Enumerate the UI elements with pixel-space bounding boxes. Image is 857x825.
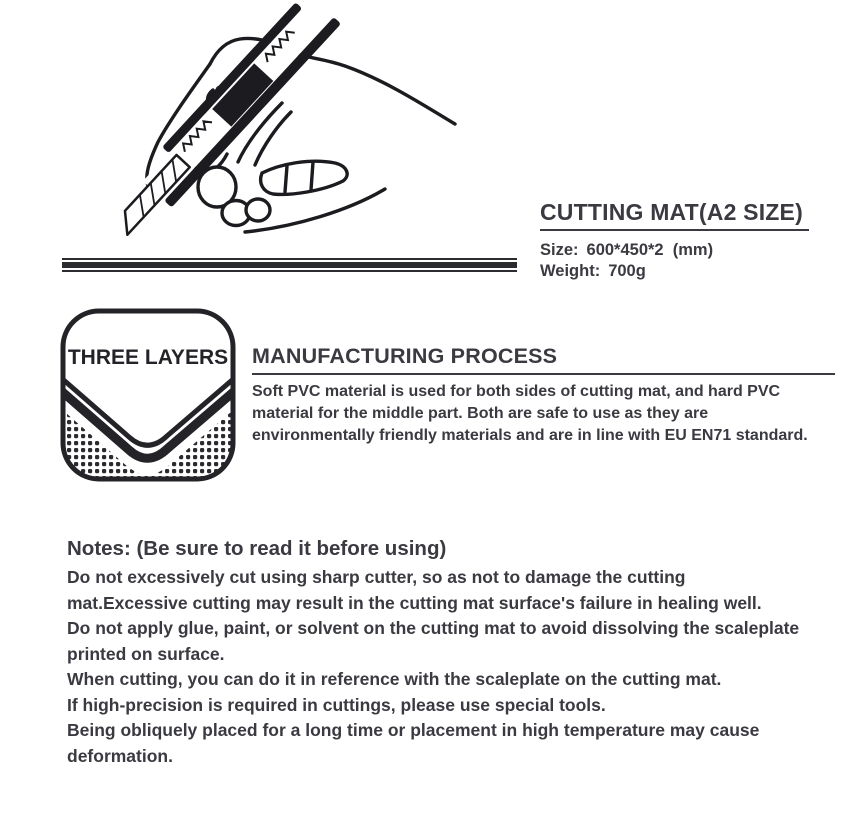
divider-line-top: [62, 258, 517, 260]
three-layers-icon: [59, 307, 237, 483]
page-title: CUTTING MAT(A2 SIZE): [540, 199, 809, 231]
note-item: Do not apply glue, paint, or solvent on the cutting mat to avoid dissolving the scaleplate printed on surface.: [67, 618, 800, 664]
notes-heading: Notes: (Be sure to read it before using): [67, 537, 447, 560]
manufacturing-body: Soft PVC material is used for both sides of cutting mat, and hard PVC material for the middle part. Both are safe to use as they are environmentally friendly materials and are in line with EU EN71 standard.: [252, 383, 808, 444]
manufacturing-heading: MANUFACTURING PROCESS: [252, 344, 835, 375]
size-label: Size:: [540, 241, 579, 259]
notes-section: [67, 537, 809, 769]
divider-line-middle: [62, 262, 517, 268]
size-value: 600*450*2 (mm): [586, 241, 714, 259]
note-item: When cutting, you can do it in reference with the scaleplate on the cutting mat.: [67, 669, 722, 689]
product-info: [540, 199, 840, 282]
section-divider: [62, 258, 517, 272]
manufacturing-section: [252, 344, 835, 447]
three-layers-badge: [59, 307, 237, 483]
divider-line-bottom: [62, 270, 517, 272]
weight-label: Weight:: [540, 262, 601, 280]
hand-cutter-drawing-icon: [95, 0, 525, 250]
note-item: Do not excessively cut using sharp cutter, so as not to damage the cutting mat.Excessive cutting may result in the cutting mat surface's failure in healing well.: [67, 567, 762, 613]
weight-value: 700g: [608, 262, 646, 280]
note-item: Being obliquely placed for a long time or placement in high temperature may cause deformation.: [67, 720, 760, 766]
size-spec: [540, 240, 840, 261]
note-item: If high-precision is required in cuttings, please use special tools.: [67, 694, 606, 715]
badge-label: THREE LAYERS: [67, 346, 229, 369]
weight-spec: [540, 261, 840, 282]
hand-with-cutter-illustration: [95, 0, 525, 250]
